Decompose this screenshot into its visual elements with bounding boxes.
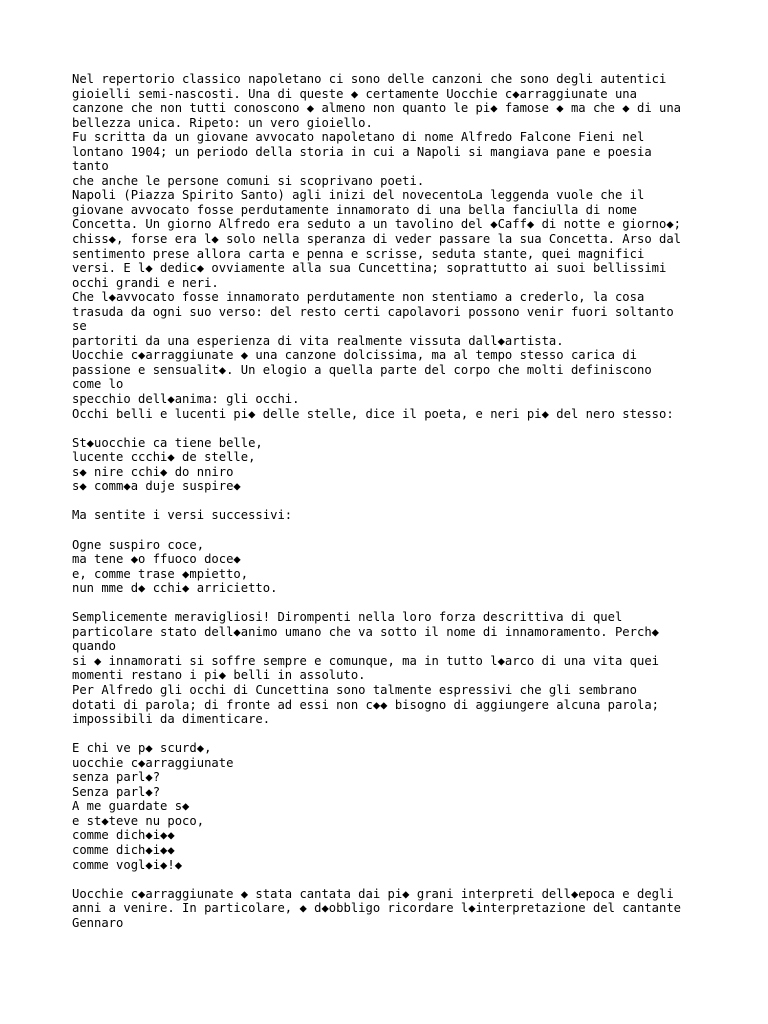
text-line: comme dich◆i◆◆ (72, 842, 175, 857)
document-page (72, 72, 712, 930)
text-line: quando (72, 639, 117, 654)
text-line: Senza parl◆? (72, 784, 161, 799)
text-line: Ma sentite i versi successivi: (72, 508, 293, 523)
text-line: passione e sensualit◆. Un elogio a quella parte del corpo che molti definiscono (72, 362, 652, 377)
text-line: canzone che non tutti conoscono ◆ almeno non quanto le pi◆ famose ◆ ma che ◆ di una (72, 101, 682, 116)
text-line: lucente ccchi◆ de stelle, (72, 450, 256, 465)
text-line: come lo (72, 377, 124, 392)
text-line: Ogne suspiro coce, (72, 537, 205, 552)
text-line: dotati di parola; di fronte ad essi non c◆◆ bisogno di aggiungere alcuna parola; (72, 697, 659, 712)
text-line: e, comme trase ◆mpietto, (72, 566, 249, 581)
text-line: Concetta. Un giorno Alfredo era seduto a un tavolino del ◆Caff◆ di notte e giorno◆; (72, 217, 682, 232)
text-line: Semplicemente meravigliosi! Dirompenti nella loro forza descrittiva di quel (72, 610, 623, 625)
text-line: specchio dell◆anima: gli occhi. (72, 392, 300, 407)
text-line (72, 596, 712, 611)
text-line: gioielli semi-nascosti. Una di queste ◆ certamente Uocchie c◆arraggiunate una (72, 86, 637, 101)
text-line: trasuda da ogni suo verso: del resto certi capolavori possono venir fuori soltanto (72, 304, 674, 319)
text-line: occhi grandi e neri. (72, 275, 219, 290)
text-line: comme dich◆i◆◆ (72, 828, 175, 843)
text-line: Occhi belli e lucenti pi◆ delle stelle, dice il poeta, e neri pi◆ del nero stesso: (72, 406, 674, 421)
text-line: A me guardate s◆ (72, 799, 190, 814)
text-line: bellezza unica. Ripeto: un vero gioiello. (72, 115, 373, 130)
text-line: nun mme d◆ cchi◆ arricietto. (72, 581, 278, 596)
text-line: che anche le persone comuni si scoprivano poeti. (72, 173, 425, 188)
text-line: Gennaro (72, 915, 124, 930)
text-line: Nel repertorio classico napoletano ci sono delle canzoni che sono degli autentici (72, 72, 667, 86)
text-line: Uocchie c◆arraggiunate ◆ una canzone dolcissima, ma al tempo stesso carica di (72, 348, 637, 363)
text-line: s◆ comm◆a duje suspire◆ (72, 479, 241, 494)
text-line: momenti restano i pi◆ belli in assoluto. (72, 668, 366, 683)
text-line: particolare stato dell◆animo umano che va sotto il nome di innamoramento. Perch◆ (72, 624, 659, 639)
text-line: comme vogl◆i◆!◆ (72, 857, 183, 872)
text-line: s◆ nire cchi◆ do nniro (72, 464, 234, 479)
text-line: tanto (72, 159, 109, 174)
text-line: se (72, 319, 87, 334)
text-line: Fu scritta da un giovane avvocato napoletano di nome Alfredo Falcone Fieni nel (72, 130, 645, 145)
text-line: Napoli (Piazza Spirito Santo) agli inizi del novecentoLa leggenda vuole che il (72, 188, 645, 203)
text-line: St◆uocchie ca tiene belle, (72, 435, 263, 450)
text-line: si ◆ innamorati si soffre sempre e comunque, ma in tutto l◆arco di una vita quei (72, 653, 659, 668)
text-line: Che l◆avvocato fosse innamorato perdutamente non stentiamo a crederlo, la cosa (72, 290, 645, 305)
text-line: giovane avvocato fosse perdutamente innamorato di una bella fanciulla di nome (72, 202, 637, 217)
text-line (72, 727, 712, 742)
text-line: senza parl◆? (72, 770, 161, 785)
text-line: lontano 1904; un periodo della storia in cui a Napoli si mangiava pane e poesia (72, 144, 652, 159)
text-line: versi. E l◆ dedic◆ ovviamente alla sua Cuncettina; soprattutto ai suoi bellissimi (72, 261, 667, 276)
text-line (72, 494, 712, 509)
text-line: anni a venire. In particolare, ◆ d◆obbligo ricordare l◆interpretazione del cantante (72, 901, 682, 916)
text-line: ma tene ◆o ffuoco doce◆ (72, 552, 241, 567)
text-line: chiss◆, forse era l◆ solo nella speranza di veder passare la sua Concetta. Arso dal (72, 232, 682, 247)
text-line: Uocchie c◆arraggiunate ◆ stata cantata dai pi◆ grani interpreti dell◆epoca e degli (72, 886, 674, 901)
text-line (72, 523, 712, 538)
text-line: uocchie c◆arraggiunate (72, 755, 234, 770)
text-line: E chi ve p◆ scurd◆, (72, 741, 212, 756)
text-line (72, 421, 712, 436)
text-line: Per Alfredo gli occhi di Cuncettina sono talmente espressivi che gli sembrano (72, 682, 637, 697)
text-line: e st◆teve nu poco, (72, 813, 205, 828)
text-line: sentimento prese allora carta e penna e scrisse, seduta stante, quei magnifici (72, 246, 645, 261)
text-line: partoriti da una esperienza di vita realmente vissuta dall◆artista. (72, 333, 564, 348)
text-line (72, 872, 712, 887)
text-line: impossibili da dimenticare. (72, 712, 271, 727)
